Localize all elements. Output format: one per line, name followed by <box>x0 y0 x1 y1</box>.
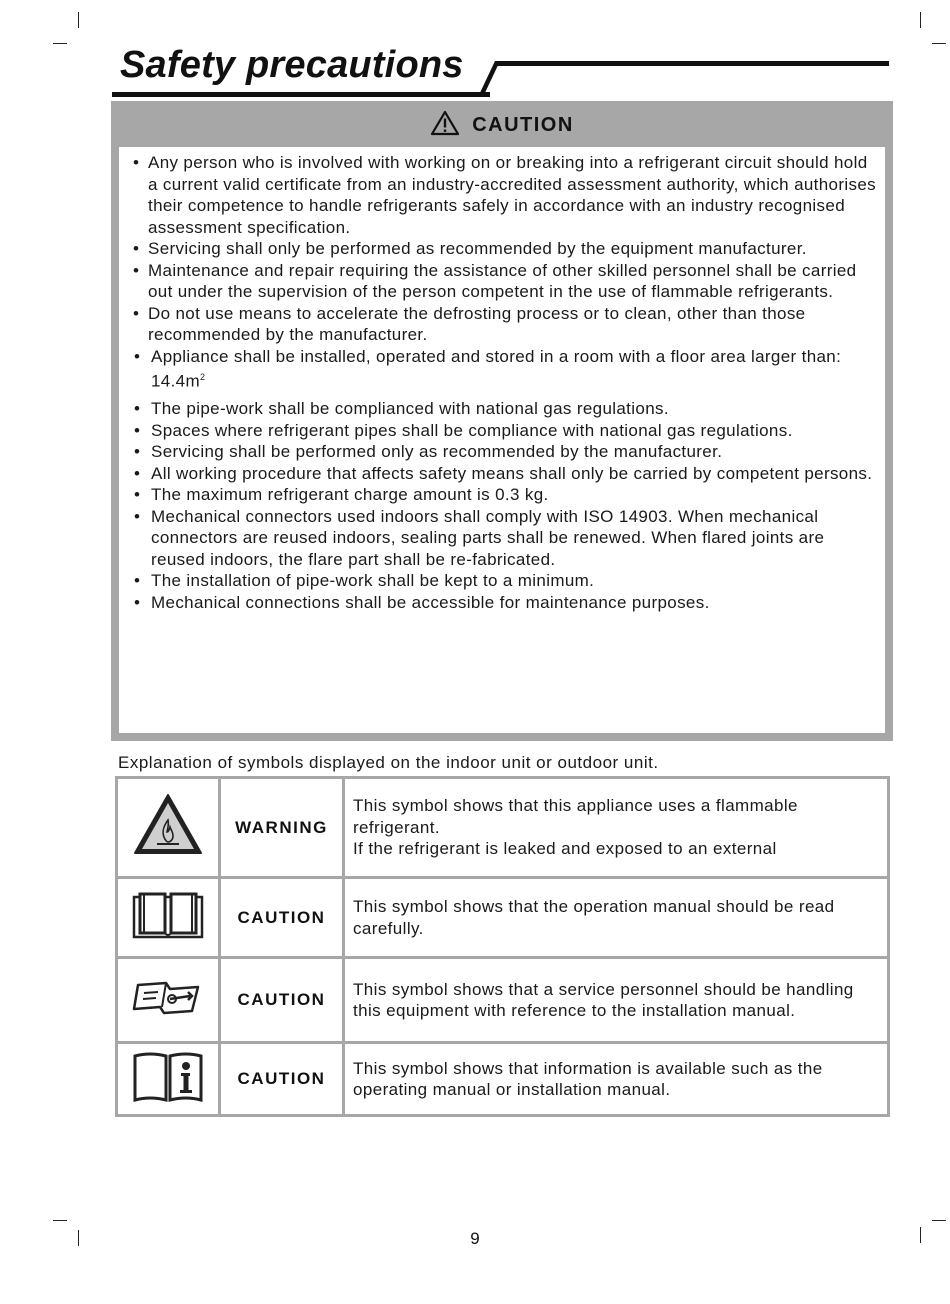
information-manual-icon <box>132 1050 204 1104</box>
table-row <box>117 958 889 1043</box>
list-item: • The installation of pipe-work shall be kept to a minimum. <box>134 571 595 591</box>
area-superscript: 2 <box>200 372 206 382</box>
crop-mark <box>53 1220 67 1221</box>
list-item: • All working procedure that affects safety means shall only be carried by competent persons. <box>134 463 873 483</box>
page-number: 9 <box>470 1229 480 1248</box>
title-overline <box>497 61 889 66</box>
list-item: • Mechanical connections shall be accessible for maintenance purposes. <box>134 592 710 612</box>
title-underline <box>112 92 490 97</box>
list-item: • Servicing shall only be performed as recommended by the equipment manufacturer. <box>133 239 807 258</box>
symbol-description: This symbol shows that this appliance uses a flammable refrigerant. If the refrigerant is leaked and exposed to an external <box>344 778 889 878</box>
page-title: Safety precautions <box>120 44 464 86</box>
list-item: • Do not use means to accelerate the defrosting process or to clean, other than those recommended by the manufacturer. <box>133 303 806 344</box>
symbol-icon-cell <box>117 778 220 878</box>
symbol-icon-cell <box>117 878 220 958</box>
crop-mark <box>78 12 79 28</box>
crop-mark <box>53 43 67 44</box>
list-item: • Appliance shall be installed, operated and stored in a room with a floor area larger than: $14.4m^2$ <box>134 346 842 391</box>
symbol-label: CAUTION <box>220 878 344 958</box>
symbol-description: This symbol shows that a service personnel should be handling this equipment with reference to the installation manual. <box>344 958 889 1043</box>
list-item: • Maintenance and repair requiring the assistance of other skilled personnel shall be carried out under the supervision of the person competent in the use of flammable refrigerants. <box>133 260 857 301</box>
symbol-label: CAUTION <box>220 1043 344 1116</box>
crop-mark <box>932 43 946 44</box>
symbols-intro: Explanation of symbols displayed on the indoor unit or outdoor unit. <box>118 753 659 772</box>
symbol-label: WARNING <box>220 778 344 878</box>
caution-list-panel <box>119 147 885 733</box>
list-item: • Servicing shall be performed only as recommended by the manufacturer. <box>134 442 723 462</box>
caution-header <box>111 101 893 149</box>
list-item: • Any person who is involved with working on or breaking into a refrigerant circuit should hold a current valid certificate from an industry-accredited assessment authority, which authorises their competence to handle refrigerants safely in accordance with an industry recognised assessment specification. <box>133 153 876 237</box>
crop-mark <box>932 1220 946 1221</box>
operation-manual-icon <box>132 889 204 941</box>
symbol-description: This symbol shows that the operation manual should be read carefully. <box>344 878 889 958</box>
caution-panel <box>111 101 893 741</box>
table-row <box>117 878 889 958</box>
list-item: • Spaces where refrigerant pipes shall be compliance with national gas regulations. <box>134 420 793 440</box>
list-item: • Mechanical connectors used indoors shall comply with ISO 14903. When mechanical connectors are reused indoors, sealing parts shall be renewed. When flared joints are reused indoors, the flare part shall be re-fabricated. <box>134 506 825 569</box>
list-item: • The pipe-work shall be complianced with national gas regulations. <box>134 399 669 419</box>
list-item: • The maximum refrigerant charge amount is 0.3 kg. <box>134 485 549 505</box>
caution-title: CAUTION <box>472 113 574 136</box>
symbol-icon-cell <box>117 958 220 1043</box>
symbols-table <box>115 776 890 1117</box>
symbol-icon-cell <box>117 1043 220 1116</box>
symbol-label: CAUTION <box>220 958 344 1043</box>
service-manual-icon <box>132 975 204 1021</box>
warning-triangle-icon <box>430 110 460 136</box>
flammable-warning-icon <box>132 792 204 858</box>
table-row <box>117 1043 889 1116</box>
crop-mark <box>920 12 921 28</box>
table-row <box>117 778 889 878</box>
caution-list <box>119 152 885 613</box>
symbol-description: This symbol shows that information is available such as the operating manual or installation manual. <box>344 1043 889 1116</box>
